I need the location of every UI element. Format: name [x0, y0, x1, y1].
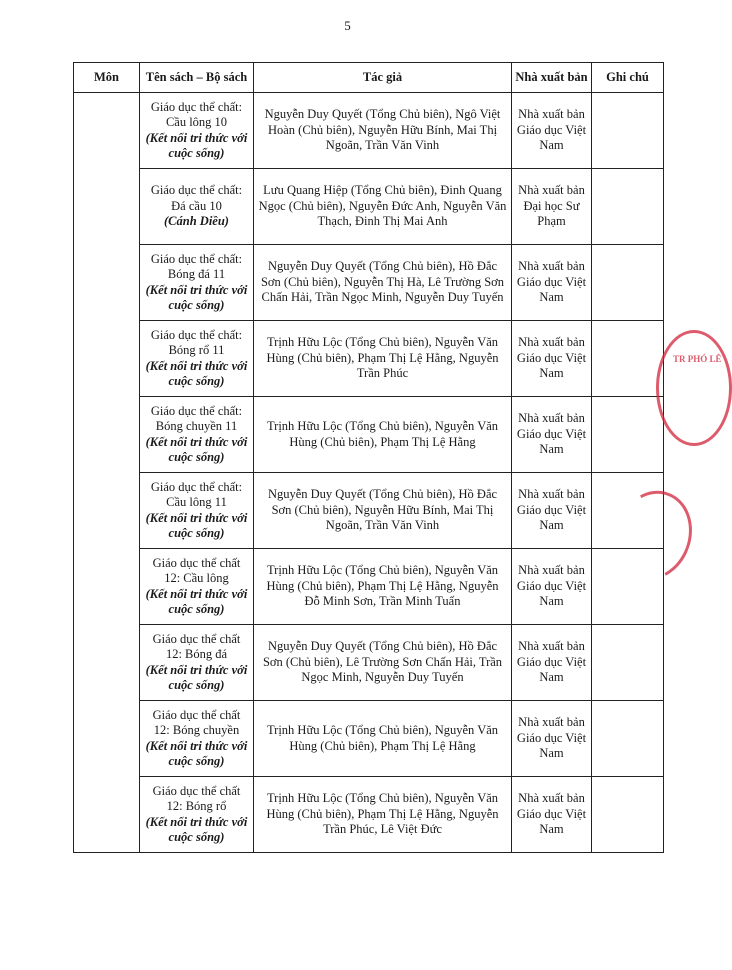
- book-cell: [140, 321, 254, 397]
- book-cell: [140, 473, 254, 549]
- note-cell: [592, 625, 664, 701]
- book-title: Giáo dục thể chất: Cầu lông 10: [150, 99, 243, 129]
- authors-cell: Trịnh Hữu Lộc (Tổng Chủ biên), Nguyễn Văn Hùng (Chủ biên), Phạm Thị Lệ Hằng: [254, 397, 512, 473]
- authors-cell: Nguyễn Duy Quyết (Tổng Chủ biên), Hồ Đắc Sơn (Chủ biên), Nguyễn Thị Hà, Lê Trường Sơn Chấn Hải, Trần Ngọc Minh, Nguyễn Duy Tuyến: [254, 245, 512, 321]
- book-series: (Kết nối tri thức với cuộc sống): [145, 510, 248, 540]
- header-subject: Môn: [74, 63, 140, 93]
- authors-cell: Trịnh Hữu Lộc (Tổng Chủ biên), Nguyễn Văn Hùng (Chủ biên), Phạm Thị Lệ Hằng, Nguyễn Trần Phúc: [254, 321, 512, 397]
- authors-cell: Nguyễn Duy Quyết (Tổng Chủ biên), Hồ Đắc Sơn (Chủ biên), Lê Trường Sơn Chấn Hải, Trần Ngọc Minh, Nguyễn Duy Tuyến: [254, 625, 512, 701]
- note-cell: [592, 397, 664, 473]
- note-cell: [592, 93, 664, 169]
- subject-cell: [74, 93, 140, 853]
- publisher-cell: Nhà xuất bản Giáo dục Việt Nam: [512, 701, 592, 777]
- publisher-cell: Nhà xuất bản Giáo dục Việt Nam: [512, 245, 592, 321]
- publisher-cell: Nhà xuất bản Giáo dục Việt Nam: [512, 549, 592, 625]
- book-series: (Cánh Diều): [164, 214, 229, 229]
- authors-cell: Lưu Quang Hiệp (Tổng Chủ biên), Đinh Quang Ngọc (Chủ biên), Nguyễn Đức Anh, Nguyễn Văn Thạch, Đinh Thị Mai Anh: [254, 169, 512, 245]
- header-publisher: Nhà xuất bản: [512, 63, 592, 93]
- book-title: Giáo dục thể chất: Bóng chuyền 11: [150, 403, 243, 433]
- table-row: [74, 397, 664, 473]
- note-cell: [592, 701, 664, 777]
- table-header-row: [74, 63, 664, 93]
- table-row: [74, 777, 664, 853]
- book-title: Giáo dục thể chất: Cầu lông 11: [150, 479, 243, 509]
- publisher-cell: Nhà xuất bản Giáo dục Việt Nam: [512, 625, 592, 701]
- publisher-cell: Nhà xuất bản Giáo dục Việt Nam: [512, 397, 592, 473]
- authors-cell: Trịnh Hữu Lộc (Tổng Chủ biên), Nguyễn Văn Hùng (Chủ biên), Phạm Thị Lệ Hằng: [254, 701, 512, 777]
- publisher-cell: Nhà xuất bản Đại học Sư Phạm: [512, 169, 592, 245]
- header-note: Ghi chú: [592, 63, 664, 93]
- publisher-cell: Nhà xuất bản Giáo dục Việt Nam: [512, 321, 592, 397]
- table-row: [74, 245, 664, 321]
- book-title: Giáo dục thể chất 12: Cầu lông: [152, 555, 241, 585]
- book-title: Giáo dục thể chất: Bóng rổ 11: [150, 327, 243, 357]
- book-cell: [140, 777, 254, 853]
- table-row: [74, 473, 664, 549]
- table-row: [74, 93, 664, 169]
- authors-cell: Nguyễn Duy Quyết (Tổng Chủ biên), Hồ Đắc Sơn (Chủ biên), Nguyễn Hữu Bính, Mai Thị Ngoãn, Trần Văn Vinh: [254, 473, 512, 549]
- note-cell: [592, 321, 664, 397]
- authors-cell: Nguyễn Duy Quyết (Tổng Chủ biên), Ngô Việt Hoàn (Chủ biên), Nguyễn Hữu Bính, Mai Thị Ngoãn, Trần Văn Vinh: [254, 93, 512, 169]
- book-series: (Kết nối tri thức với cuộc sống): [145, 586, 248, 616]
- page-number: 5: [344, 18, 351, 33]
- book-series: (Kết nối tri thức với cuộc sống): [145, 662, 248, 692]
- table-row: [74, 701, 664, 777]
- header-authors: Tác giả: [254, 63, 512, 93]
- book-series: (Kết nối tri thức với cuộc sống): [145, 130, 248, 160]
- book-series: (Kết nối tri thức với cuộc sống): [145, 434, 248, 464]
- book-cell: [140, 245, 254, 321]
- book-cell: [140, 625, 254, 701]
- book-series: (Kết nối tri thức với cuộc sống): [145, 282, 248, 312]
- book-title: Giáo dục thể chất: Bóng đá 11: [150, 251, 243, 281]
- header-book-title: Tên sách – Bộ sách: [140, 63, 254, 93]
- note-cell: [592, 777, 664, 853]
- book-cell: [140, 93, 254, 169]
- publisher-cell: Nhà xuất bản Giáo dục Việt Nam: [512, 777, 592, 853]
- book-title: Giáo dục thể chất 12: Bóng rổ: [152, 783, 241, 813]
- book-cell: [140, 397, 254, 473]
- book-series: (Kết nối tri thức với cuộc sống): [145, 358, 248, 388]
- book-title: Giáo dục thể chất 12: Bóng đá: [152, 631, 241, 661]
- authors-cell: Trịnh Hữu Lộc (Tổng Chủ biên), Nguyễn Văn Hùng (Chủ biên), Phạm Thị Lệ Hằng, Nguyễn Trần Phúc, Lê Việt Đức: [254, 777, 512, 853]
- book-title: Giáo dục thể chất 12: Bóng chuyền: [152, 707, 241, 737]
- table-row: [74, 549, 664, 625]
- note-cell: [592, 245, 664, 321]
- book-title: Giáo dục thể chất: Đá cầu 10: [150, 183, 243, 213]
- table-row: [74, 321, 664, 397]
- publisher-cell: Nhà xuất bản Giáo dục Việt Nam: [512, 93, 592, 169]
- table-row: [74, 625, 664, 701]
- stamp-text: TR PHÓ LÊ: [673, 354, 722, 364]
- book-cell: [140, 549, 254, 625]
- note-cell: [592, 169, 664, 245]
- official-seal-stamp: [656, 330, 732, 446]
- book-series: (Kết nối tri thức với cuộc sống): [145, 814, 248, 844]
- publisher-cell: Nhà xuất bản Giáo dục Việt Nam: [512, 473, 592, 549]
- table-row: [74, 169, 664, 245]
- book-series: (Kết nối tri thức với cuộc sống): [145, 738, 248, 768]
- textbook-table: [73, 62, 664, 853]
- book-cell: [140, 701, 254, 777]
- authors-cell: Trịnh Hữu Lộc (Tổng Chủ biên), Nguyễn Văn Hùng (Chủ biên), Phạm Thị Lệ Hằng, Nguyễn Đỗ Minh Sơn, Trần Minh Tuấn: [254, 549, 512, 625]
- book-cell: [140, 169, 254, 245]
